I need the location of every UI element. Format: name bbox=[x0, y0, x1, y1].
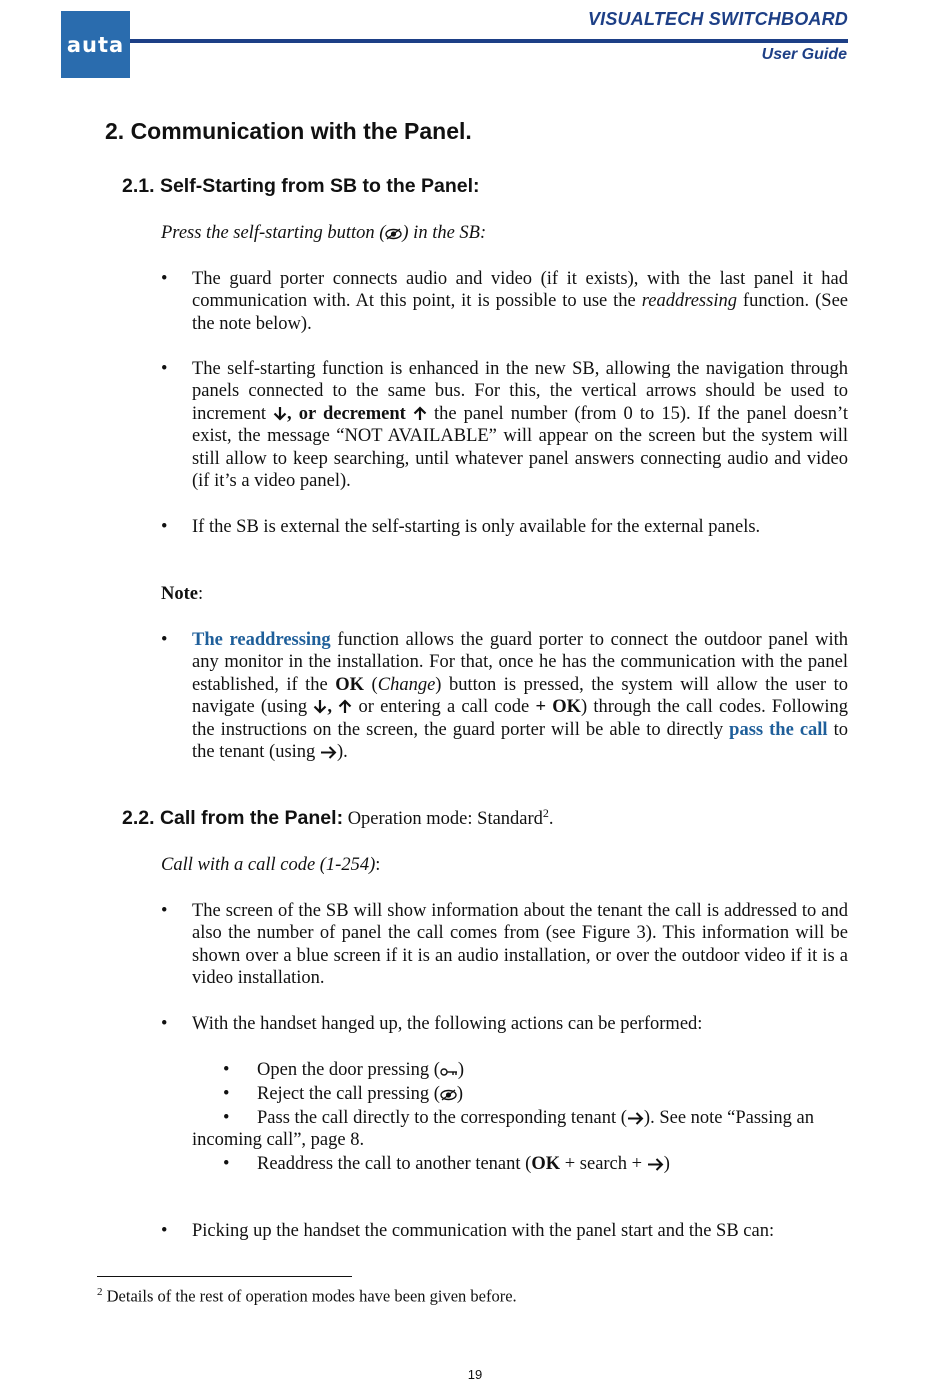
bullet-external-sb: • If the SB is external the self-starting is only available for the external panels. bbox=[161, 517, 761, 537]
action-readdress-call: • Readdress the call to another tenant (OK + search + ) bbox=[223, 1154, 670, 1174]
bullet-handset-hanged: • With the handset hanged up, the following actions can be performed: bbox=[161, 1014, 703, 1034]
header-subtitle: User Guide bbox=[761, 46, 847, 63]
footnote-rule bbox=[97, 1276, 352, 1277]
subsection-2-2-title: 2.2. Call from the Panel: Operation mode: Standard$^2$. bbox=[122, 806, 554, 830]
arrow-up-icon bbox=[338, 699, 352, 714]
footnote: $^2$ Details of the rest of operation modes have been given before. bbox=[97, 1286, 517, 1306]
page-number: 19 bbox=[467, 1367, 483, 1382]
action-reject-call: • Reject the call pressing ( ) bbox=[223, 1084, 464, 1104]
key-icon bbox=[440, 1067, 458, 1077]
arrow-right-icon bbox=[320, 746, 337, 759]
bullet-picking-up-handset: • Picking up the handset the communication with the panel start and the SB can: bbox=[161, 1221, 775, 1241]
bullet-screen-info: • The screen of the SB will show information about the tenant the call is addressed to and also the number of panel the call comes from (see Figure 3). This information will be shown over a blue screen if it is an audio installation, or over the outdoor video if it is a video installation. bbox=[161, 901, 848, 989]
arrow-down-icon bbox=[273, 406, 287, 421]
bullet-connect-last-panel: • The guard porter connects audio and video (if it exists), with the last panel it had communication with. At this point, it is possible to use the readdressing function. (See the note below). bbox=[161, 269, 848, 334]
action-pass-call-continued: incoming call”, page 8. bbox=[192, 1130, 365, 1150]
action-open-door: • Open the door pressing ( ) bbox=[223, 1060, 465, 1080]
eye-icon bbox=[440, 1089, 457, 1101]
brand-title: VISUALTECH SWITCHBOARD bbox=[587, 9, 848, 29]
logo-text: auta bbox=[66, 32, 125, 57]
arrow-up-icon bbox=[413, 406, 427, 421]
arrow-down-icon bbox=[313, 699, 327, 714]
arrow-right-icon bbox=[627, 1112, 644, 1125]
call-code-intro: Call with a call code (1-254): bbox=[161, 855, 381, 875]
auta-logo bbox=[61, 11, 130, 78]
arrow-right-icon bbox=[647, 1158, 664, 1171]
self-start-intro: Press the self-starting button ( ) in the SB: bbox=[161, 223, 487, 243]
header-rule bbox=[130, 39, 848, 43]
note-label: Note: bbox=[161, 584, 204, 604]
eye-icon bbox=[385, 228, 402, 240]
subsection-2-1-title: 2.1. Self-Starting from SB to the Panel: bbox=[122, 175, 480, 197]
bullet-navigation: • The self-starting function is enhanced in the new SB, allowing the navigation through panels connected to the same bus. For this, the vertical arrows should be used to increment , or decrement the panel number (from 0 to 15). If the panel doesn’t exist, the message “NOT AVAILABLE” will appear on the screen but the system will still allow to keep searching, until whatever panel answers connecting audio and video (if it’s a video panel). bbox=[161, 359, 849, 492]
bullet-readdressing-note: • The readdressing function allows the guard porter to connect the outdoor panel with any monitor in the installation. For that, once he has the communication with the panel established, if the OK (Change) button is pressed, the system will allow the user to navigate (using , or entering a call code + OK) through the call codes. Following the instructions on the screen, the guard porter will be able to directly pass the call to the tenant (using ). bbox=[161, 630, 849, 763]
action-pass-call: • Pass the call directly to the corresponding tenant ( ). See note “Passing an bbox=[223, 1108, 814, 1128]
section-title: 2. Communication with the Panel. bbox=[105, 118, 472, 144]
